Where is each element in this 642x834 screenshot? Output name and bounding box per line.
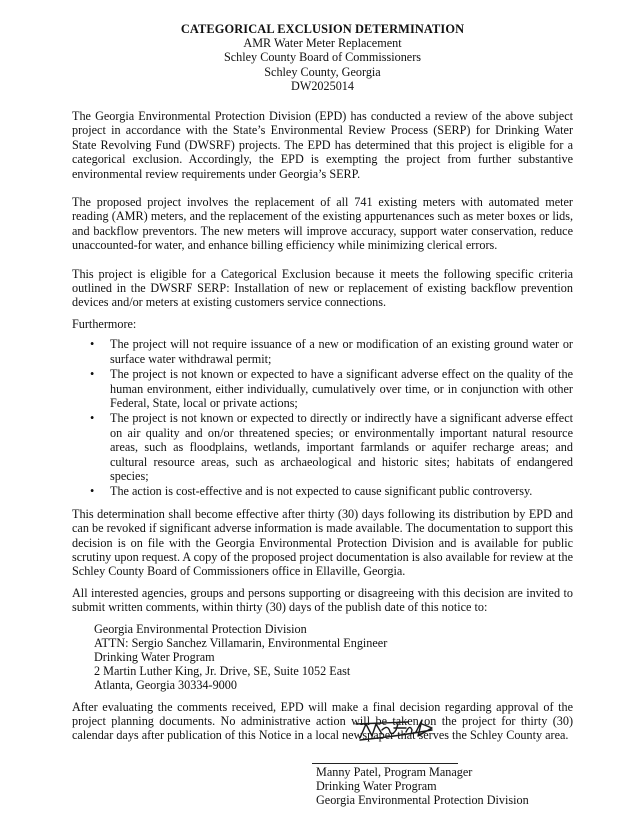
signatory-name-title: Manny Patel, Program Manager — [316, 765, 473, 779]
criteria-item — [72, 411, 573, 483]
address-line: Atlanta, Georgia 30334-9000 — [94, 678, 237, 693]
signatory-division: Georgia Environmental Protection Division — [316, 793, 529, 808]
bullet-icon: • — [90, 337, 95, 352]
address-line: ATTN: Sergio Sanchez Villamarin, Environmental Engineer — [94, 635, 388, 650]
project-location: Schley County, Georgia — [264, 64, 381, 79]
handwritten-signature-icon — [352, 710, 442, 746]
signatory-details — [316, 765, 529, 808]
document-header — [72, 22, 573, 93]
mailing-address — [94, 622, 573, 693]
criteria-list — [72, 337, 573, 498]
comments-invitation-paragraph: All interested agencies, groups and persons supporting or disagreeing with this decision are invited to submit written comments, within thirty (30) days of the publish date of this notice to: — [72, 585, 573, 615]
project-number: DW2025014 — [291, 78, 354, 93]
bullet-icon: • — [90, 484, 95, 499]
document-page — [72, 22, 573, 808]
criteria-text: The action is cost-effective and is not expected to cause significant public controversy. — [110, 484, 533, 499]
project-description-paragraph: The proposed project involves the replacement of all 741 existing meters with automated meter reading (AMR) meters, and the replacement of the existing appurtenances such as meter boxes or lids, and backflow preventors. The new meters will improve accuracy, support water conservation, reduce unaccounted-for water, and enhance billing efficiency while minimizing clerical errors. — [72, 195, 573, 253]
signature-block — [312, 710, 572, 808]
criteria-item — [72, 337, 573, 366]
criteria-item — [72, 367, 573, 410]
criteria-text: The project will not require issuance of a new or modification of an existing ground water or surface water withdrawal permit; — [110, 337, 573, 366]
criteria-text: The project is not known or expected to have a significant adverse effect on the quality of the human environment, either individually, cumulatively over time, or in conjunction with other Federal, State, local or private actions; — [110, 367, 573, 410]
applicant-name: Schley County Board of Commissioners — [223, 50, 422, 65]
address-line: 2 Martin Luther King, Jr. Drive, SE, Suite 1052 East — [94, 664, 351, 679]
final-decision-paragraph: After evaluating the comments received, EPD will make a final decision regarding approval of the project planning documents. No administrative action will be taken on the project for thirty (30) calendar days after publication of this Notice in a local newspaper that serves the Schley County area. — [72, 699, 573, 743]
address-line: Drinking Water Program — [94, 650, 215, 665]
address-line: Georgia Environmental Protection Division — [94, 621, 307, 636]
effective-date-paragraph: This determination shall become effective after thirty (30) days following its distribution by EPD and can be revoked if significant adverse information is made available. The documentation to support this decision is on file with the Georgia Environmental Protection Division and is available for public scrutiny upon request. A copy of the proposed project documentation is also available for review at the Schley County Board of Commissioners office in Ellaville, Georgia. — [72, 506, 573, 579]
document-title: CATEGORICAL EXCLUSION DETERMINATION — [180, 22, 465, 36]
criteria-text: The project is not known or expected to directly or indirectly have a significant adverse effect on air quality and on/or threatened species; or environmentally important natural resource areas, such as floodplains, wetlands, important farmlands or aquifer recharge areas; and cultural resource areas, such as archaeological and historic sites; habitats of endangered species; — [110, 411, 573, 483]
bullet-icon: • — [90, 367, 95, 382]
signature-line — [312, 763, 458, 764]
bullet-icon: • — [90, 411, 95, 426]
criteria-item — [72, 484, 573, 498]
eligibility-paragraph: This project is eligible for a Categorical Exclusion because it meets the following specific criteria outlined in the DWSRF SERP: Installation of new or replacement of existing backflow prevention devices and/or meters at existing customers service connections. — [72, 266, 573, 310]
project-name: AMR Water Meter Replacement — [243, 36, 402, 51]
signatory-program: Drinking Water Program — [316, 779, 437, 794]
furthermore-label: Furthermore: — [72, 316, 137, 331]
intro-paragraph: The Georgia Environmental Protection Division (EPD) has conducted a review of the above subject project in accordance with the State’s Environmental Review Process (SERP) for Drinking Water State Revolving Fund (DWSRF) projects. The EPD has determined that this project is eligible for a categorical exclusion. Accordingly, the EPD is exempting the project from further substantive environmental review requirements under Georgia’s SERP. — [72, 109, 573, 181]
